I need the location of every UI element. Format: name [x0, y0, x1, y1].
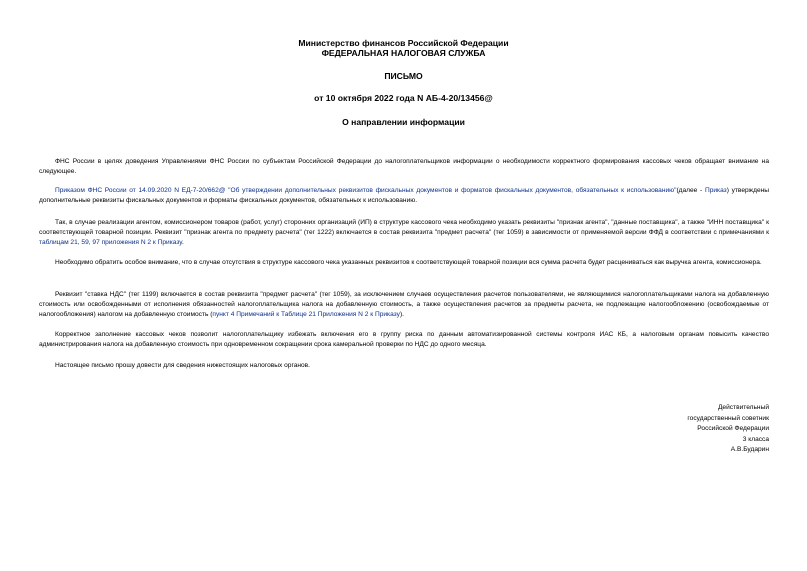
- paragraph-2: [39, 186, 769, 206]
- signature-rank-line-2: государственный советник: [687, 414, 769, 422]
- paragraph-2-tail: ) утверждены дополнительные реквизиты фискальных документов и форматы фискальных документов, обязательных к использованию.: [39, 187, 769, 204]
- paragraph-1: ФНС России в целях доведения Управлениями ФНС России по субъектам Российской Федерации до налогоплательщиков информации о необходимости корректного формирования кассовых чеков обращает внимание на следующее.: [39, 158, 769, 175]
- ministry-title: Министерство финансов Российской Федерации: [298, 38, 509, 48]
- signature-block: [609, 403, 769, 456]
- paragraph-3-text: Так, в случае реализации агентом, комиссионером товаров (работ, услуг) сторонних организаций (ИП) в структуре кассового чека необходимо указать реквизиты "признак агента", "данные поставщика", а также "ИНН поставщика" к соответствующей товарной позиции. Реквизит "признак агента по предмету расчета" (тег 1222) включается в состав реквизита "предмет расчета" (тег 1059) в зависимости от применяемой версии ФФД в соответствии с примечаниями к: [39, 219, 769, 236]
- signature-rank-line-3: Российской Федерации: [697, 425, 769, 432]
- paragraph-3: [39, 218, 769, 248]
- order-link[interactable]: Приказом ФНС России от 14.09.2020 N ЕД-7-20/662@ "Об утверждении дополнительных реквизитов фискальных документов и форматов фискальных документов, обязательных к использованию": [55, 187, 677, 194]
- service-title: ФЕДЕРАЛЬНАЯ НАЛОГОВАЯ СЛУЖБА: [321, 48, 486, 58]
- paragraph-5-text: Реквизит "ставка НДС" (тег 1199) включается в состав реквизита "предмет расчета" (тег 1059), за исключением случаев осуществления расчетов пользователями, не являющимися налогоплательщиками налога на добавленную стоимость или освобожденными от исполнения обязанностей налогоплательщика налога на добавленную стоимость, а также осуществления расчетов за предметы расчета, не подлежащие налогообложению (освобождаемые от налогообложения) налогом на добавленную стоимость (: [39, 291, 769, 318]
- paragraph-6: Корректное заполнение кассовых чеков позволит налогоплательщику избежать включения его в группу риска по данным автоматизированной системы контроля ИАС КБ, а налоговым органам повысить качество администрирования налога на добавленную стоимость при одновременном сокращении срока камеральной проверки по НДС до одного месяца.: [39, 331, 769, 348]
- paragraph-3-tail: .: [181, 239, 184, 246]
- signature-rank-line-4: 3 класса: [742, 435, 769, 443]
- paragraph-5: [39, 290, 769, 320]
- document-type: ПИСЬМО: [384, 71, 423, 81]
- paragraph-7: Настоящее письмо прошу довести для сведения нижестоящих налоговых органов.: [55, 362, 311, 369]
- order-short-link[interactable]: Приказ: [704, 187, 727, 194]
- paragraph-5-tail: ).: [399, 311, 404, 318]
- paragraph-2-mid: (далее -: [676, 187, 705, 194]
- signatory-name: А.В.Бударин: [730, 446, 769, 453]
- notes-link[interactable]: пункт 4 Примечаний к Таблице 21 Приложения N 2 к Приказу: [212, 311, 400, 318]
- signature-rank-line-1: Действительный: [717, 404, 769, 411]
- paragraph-4: Необходимо обратить особое внимание, что в случае отсутствия в структуре кассового чека указанных реквизитов к соответствующей товарной позиции вся сумма расчета будет расцениваться как выручка агента, комиссионера.: [55, 259, 762, 266]
- document-subject: О направлении информации: [342, 117, 465, 127]
- tables-link[interactable]: таблицам 21, 59, 97 приложения N 2 к Приказу: [39, 239, 182, 246]
- document-date-number: от 10 октября 2022 года N АБ-4-20/13456@: [314, 93, 493, 103]
